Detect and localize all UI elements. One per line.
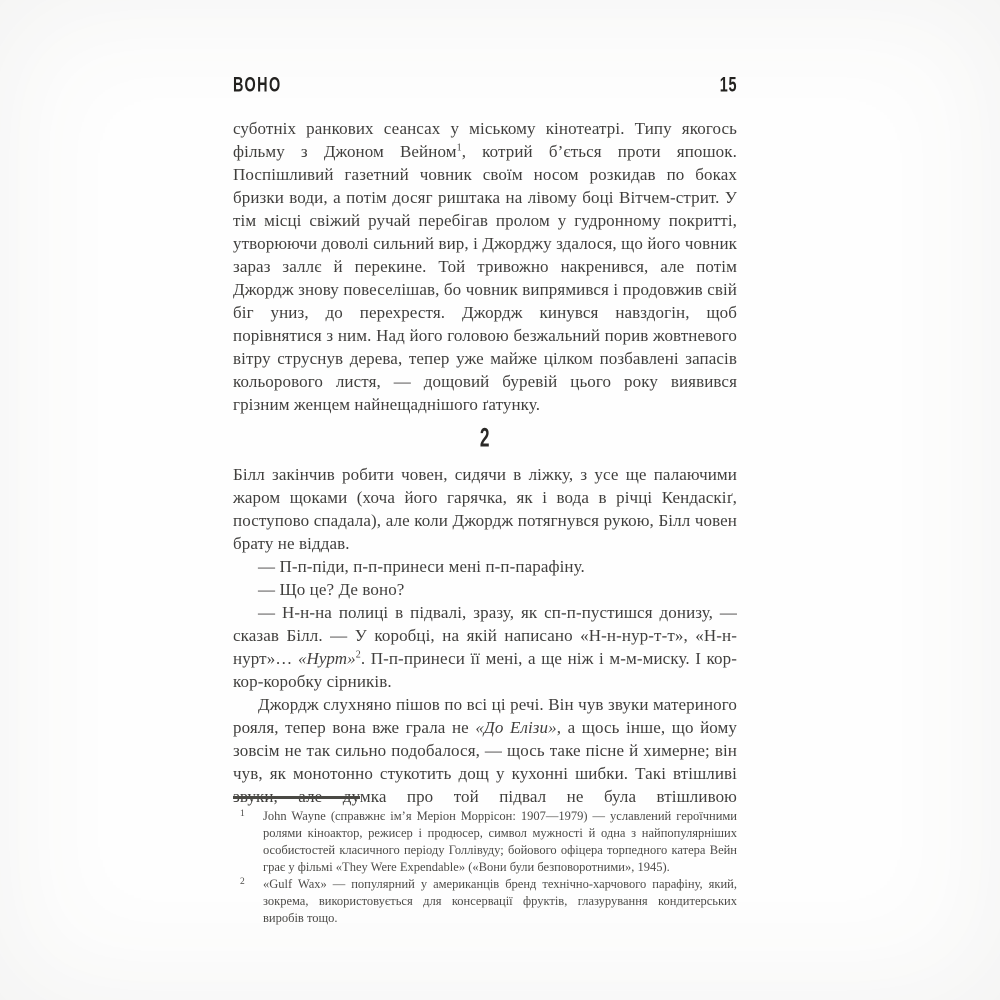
text-run: «Gulf Wax» — популярний у американців бренд технічно-харчового парафіну, який, зокрема, використовується для консервації фруктів, глазурування кондитерських виробів тощо. [263, 877, 737, 925]
page-header [233, 74, 737, 96]
text-run: — П-п-піди, п-п-принеси мені п-п-парафіну. [258, 557, 585, 576]
footnote [233, 876, 737, 927]
footnote-rule [233, 796, 360, 799]
footnotes-section [233, 796, 737, 927]
running-title: ВОНО [233, 73, 282, 97]
text-run: . П-п-принеси її мені, а ще ніж і м-м-миску. І кор-кор-коробку сірників. [233, 649, 737, 691]
chapter-number [233, 423, 737, 454]
page-content [233, 73, 738, 925]
footnote-ref: 1 [456, 142, 462, 154]
italic-text: «Нурт» [297, 649, 356, 668]
italic-text: «До Елізи» [475, 718, 557, 737]
dialogue-paragraph [233, 578, 737, 601]
text-run: — Що це? Де воно? [258, 580, 405, 599]
paragraph [233, 693, 737, 808]
dialogue-paragraph [233, 601, 737, 693]
page-number: 15 [719, 73, 737, 97]
footnote-number: 1 [240, 809, 245, 819]
text-run: , а щось інше, що йому зовсім не так сильно подобалося, — щось таке пісне й химерне; він чув, як монотонно стукотить дощ у кухонні шибки. Такі втішливі звуки, але думка про той підвал не була втішливою [233, 718, 738, 806]
text-run: суботніх ранкових сеансах у міському кінотеатрі. Типу якогось фільму з Джоном Вейном [233, 119, 737, 161]
text-run: , котрий б’ється проти япошок. Поспішливий газетний човник своїм носом розкидав по боках бризки води, а потім досяг риштака на лівому боці Вітчем-стрит. У тім місці свіжий ручай перебігав пролом у гудронному покритті, утворюючи доволі сильний вир, і Джорджу здалося, що його човник зараз заллє й перекине. Той тривожно накренився, але потім Джордж знову повеселішав, бо човник випрямився і продовжив свій біг униз, до перехрестя. Джордж кинувся навздогін, щоб порівнятися з ним. Над його головою безжальний порив жовтневого вітру струснув дерева, тепер уже майже цілком позбавлені запасів кольорового листя, — дощовий буревій цього року виявився грізним женцем найнещаднішого ґатунку. [233, 142, 737, 414]
footnote-number: 2 [240, 877, 245, 887]
text-run: Білл закінчив робити човен, сидячи в ліжку, з усе ще палаючими жаром щоками (хоча його гарячка, як і вода в річці Кендаскіґ, поступово спадала), але коли Джордж потягнувся рукою, Білл човен брату не віддав. [233, 465, 737, 553]
body-text [233, 117, 737, 808]
text-run: — Н-н-на полиці в підвалі, зразу, як сп-п-пустишся донизу, — сказав Білл. — У коробці, на якій написано «Н-н-нур-т-т», «Н-н-нурт»… [233, 603, 737, 668]
text-run: Джордж слухняно пішов по всі ці речі. Він чув звуки материного рояля, тепер вона вже грала не [233, 695, 737, 737]
dialogue-paragraph [233, 555, 737, 578]
footnotes-list [233, 808, 737, 927]
chapter-number-text: 2 [480, 423, 490, 454]
footnote [233, 808, 737, 876]
footnote-ref: 2 [355, 649, 361, 661]
paragraph [233, 463, 737, 555]
text-run: John Wayne (справжнє ім’я Меріон Моррісон: 1907—1979) — уславлений героїчними ролями кіноактор, режисер і продюсер, символ мужності й одна з найпопулярніших особистостей класичного періоду Голлівуду; бойового офіцера торпедного катера Вейн грає у фільмі «They Were Expendable» («Вони були безповоротними», 1945). [263, 809, 737, 874]
paragraph-continuation [233, 117, 737, 416]
